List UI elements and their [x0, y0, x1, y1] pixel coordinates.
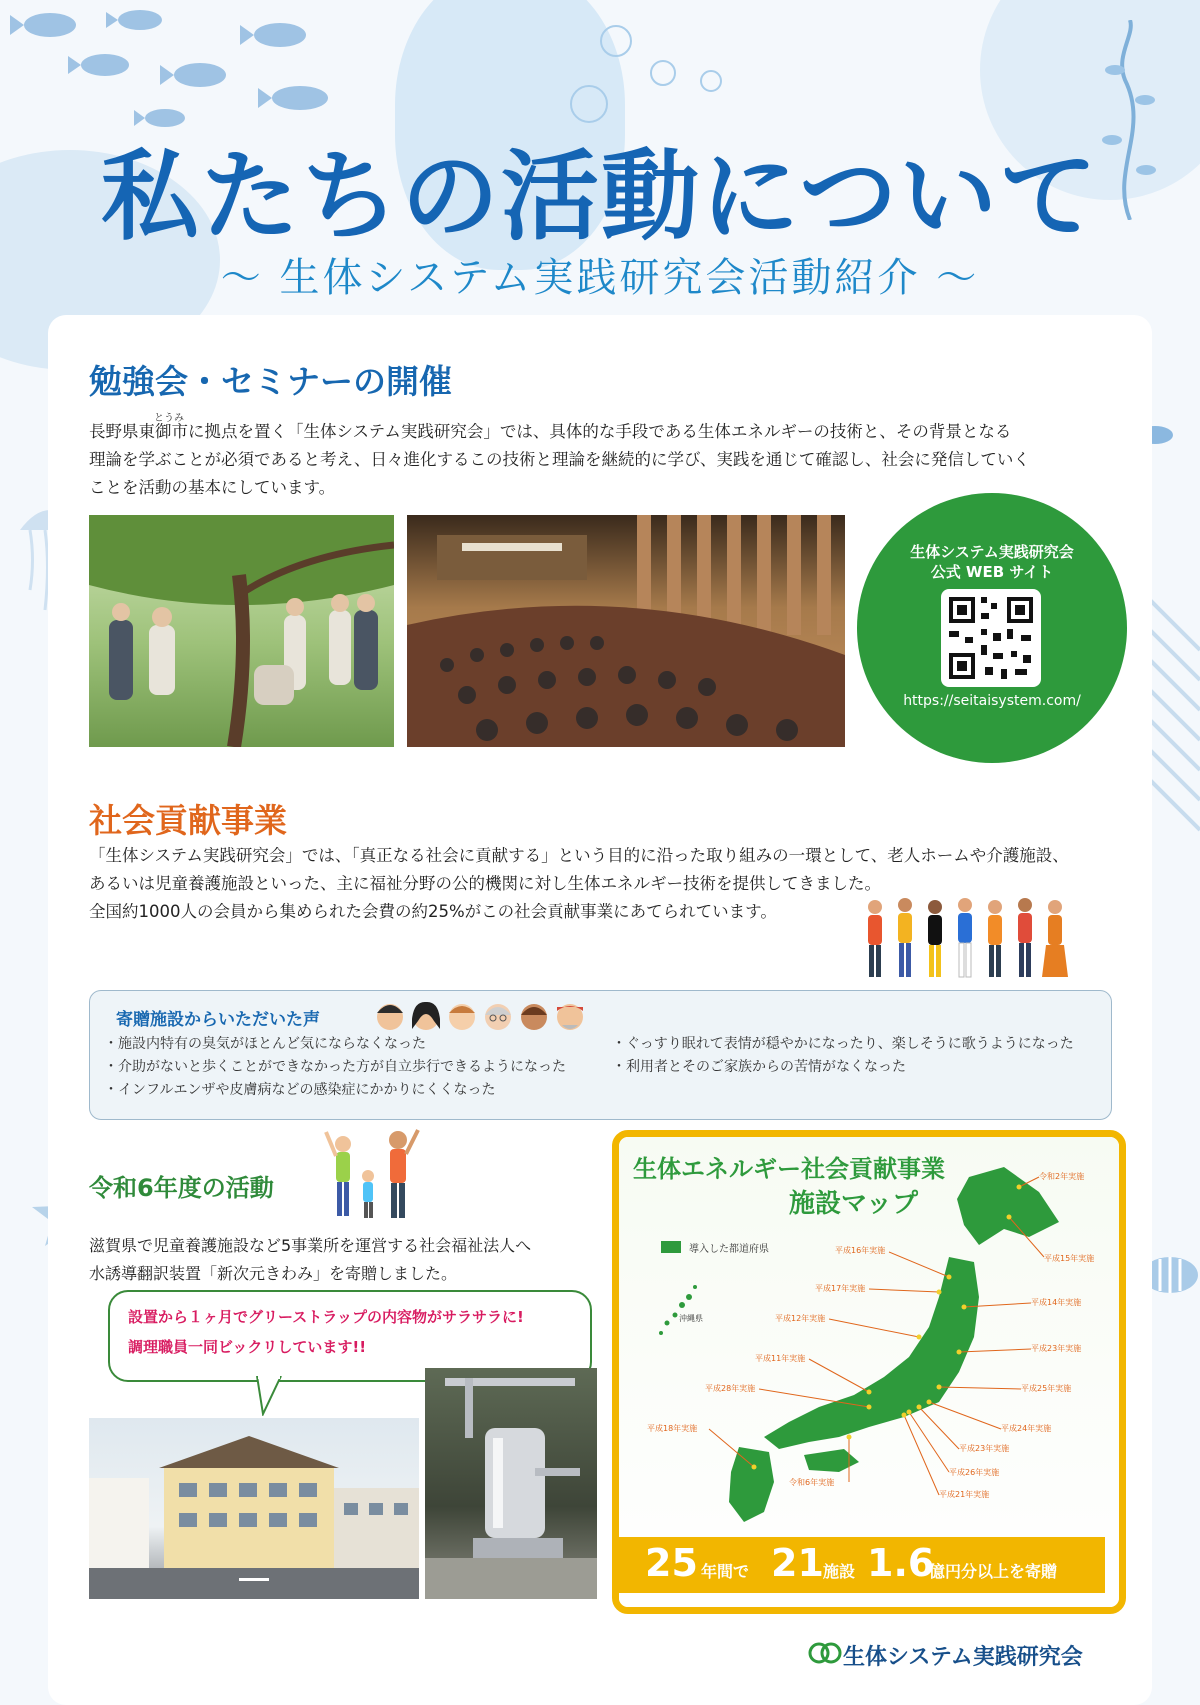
section-heading-reiwa6: 令和6年度の活動 [89, 1174, 274, 1202]
map-title-line1: 生体エネルギー社会貢献事業 [633, 1154, 945, 1183]
people-holding-hands-illustration [860, 895, 1110, 985]
stat-banner [619, 1537, 1105, 1593]
voice-item: ・利用者とそのご家族からの苦情がなくなった [612, 1059, 906, 1075]
facility-map-box [612, 1130, 1126, 1614]
map-label: 平成16年実施 [835, 1246, 886, 1255]
stat-years-unit: 年間で [701, 1562, 750, 1581]
map-label: 平成23年実施 [1031, 1344, 1082, 1353]
photo-water-device [425, 1368, 597, 1599]
voice-item: ・インフルエンザや皮膚病などの感染症にかかりにくくなった [104, 1082, 496, 1098]
bg-bubble-ring [700, 70, 722, 92]
photo-facility-building [89, 1418, 419, 1599]
map-label: 平成18年実施 [647, 1424, 698, 1433]
paragraph-line: 「生体システム実践研究会」では、「真正なる社会に貢献する」という目的に沿った取り組みの一環として、老人ホームや介護施設、 [89, 846, 1069, 865]
map-label: 平成15年実施 [1044, 1254, 1095, 1263]
map-label: 平成14年実施 [1031, 1298, 1082, 1307]
speech-bubble-tail [255, 1376, 285, 1416]
website-qr-badge[interactable] [857, 493, 1127, 763]
footer-org-name: 生体システム実践研究会 [843, 1645, 1083, 1670]
map-label: 平成21年実施 [939, 1490, 990, 1499]
org-logo-icon [808, 1640, 842, 1666]
website-url-link[interactable]: https://seitaisystem.com/ [903, 693, 1081, 709]
paragraph-line: 理論を学ぶことが必須であると考え、日々進化するこの技術と理論を継続的に学び、実践を通じて確認し、社会に発信していく [89, 450, 1030, 469]
fish-school-decoration [10, 0, 370, 130]
okinawa-label: 沖縄県 [679, 1314, 703, 1323]
paragraph-line: 滋賀県で児童養護施設など5事業所を運営する社会福祉法人へ [89, 1236, 532, 1255]
facility-voices-box [89, 990, 1112, 1120]
paragraph-line: ことを活動の基本にしています。 [89, 478, 336, 497]
map-title-line2: 施設マップ [789, 1189, 918, 1219]
stat-years: 25 [645, 1541, 698, 1585]
map-label: 平成24年実施 [1001, 1424, 1052, 1433]
page-subtitle: 〜 生体システム実践研究会活動紹介 〜 [220, 255, 980, 301]
paragraph-line: あるいは児童養護施設といった、主に福祉分野の公的機関に対し生体エネルギー技術を提供してきました。 [89, 874, 881, 893]
qr-title-line1: 生体システム実践研究会 [910, 543, 1074, 561]
bg-bubble-ring [650, 60, 676, 86]
page-title: 私たちの活動について [100, 140, 1100, 254]
reiwa6-paragraph [89, 1232, 609, 1288]
voice-item: ・施設内特有の臭気がほとんど気にならなくなった [104, 1036, 426, 1052]
stat-amount-unit: 億円分以上を寄贈 [929, 1562, 1058, 1581]
stat-amount: 1.6 [867, 1541, 935, 1585]
map-label: 令和6年実施 [789, 1478, 835, 1487]
stat-facilities-unit: 施設 [823, 1562, 856, 1581]
paragraph-line: 長野県東御市に拠点を置く「生体システム実践研究会」では、具体的な手段である生体エネルギーの技術と、その背景となる [89, 422, 1012, 441]
photo-orchard-seminar [89, 515, 394, 747]
paragraph-line: 水誘導翻訳装置「新次元きわみ」を寄贈しました。 [89, 1264, 458, 1283]
photo-auditorium-seminar [407, 515, 845, 747]
paragraph-line: 全国約1000人の会員から集められた会費の約25%がこの社会貢献事業にあてられています。 [89, 902, 777, 921]
voice-item: ・介助がないと歩くことができなかった方が自立歩行できるようになった [104, 1059, 566, 1075]
section-heading-seminar: 勉強会・セミナーの開催 [89, 362, 452, 401]
map-label: 平成11年実施 [755, 1354, 806, 1363]
voices-heading: 寄贈施設からいただいた声 [116, 1010, 320, 1030]
qr-code-icon[interactable] [941, 589, 1041, 687]
bg-bubble-ring [600, 25, 632, 57]
map-label: 平成25年実施 [1021, 1384, 1072, 1393]
map-legend-label: 導入した都道府県 [689, 1244, 769, 1255]
seminar-paragraph [89, 418, 1119, 502]
speech-line: 調理職員一同ビックリしています!! [128, 1338, 367, 1356]
map-label: 平成12年実施 [775, 1314, 826, 1323]
stat-facilities: 21 [771, 1541, 824, 1585]
map-label: 令和2年実施 [1039, 1172, 1085, 1181]
furigana-ruby: とうみ [154, 413, 184, 424]
qr-title-line2: 公式 WEB サイト [930, 563, 1054, 581]
voice-item: ・ぐっすり眠れて表情が穏やかになったり、楽しそうに歌うようになった [612, 1036, 1074, 1052]
map-label: 平成23年実施 [959, 1444, 1010, 1453]
family-illustration [318, 1124, 428, 1224]
faces-icon [372, 999, 592, 1035]
section-heading-social-contribution: 社会貢献事業 [89, 801, 287, 840]
speech-line: 設置から１ヶ月でグリーストラップの内容物がサラサラに! [128, 1308, 524, 1326]
map-label: 平成26年実施 [949, 1468, 1000, 1477]
map-label: 平成17年実施 [815, 1284, 866, 1293]
japan-map [619, 1137, 1105, 1537]
map-label: 平成28年実施 [705, 1384, 756, 1393]
